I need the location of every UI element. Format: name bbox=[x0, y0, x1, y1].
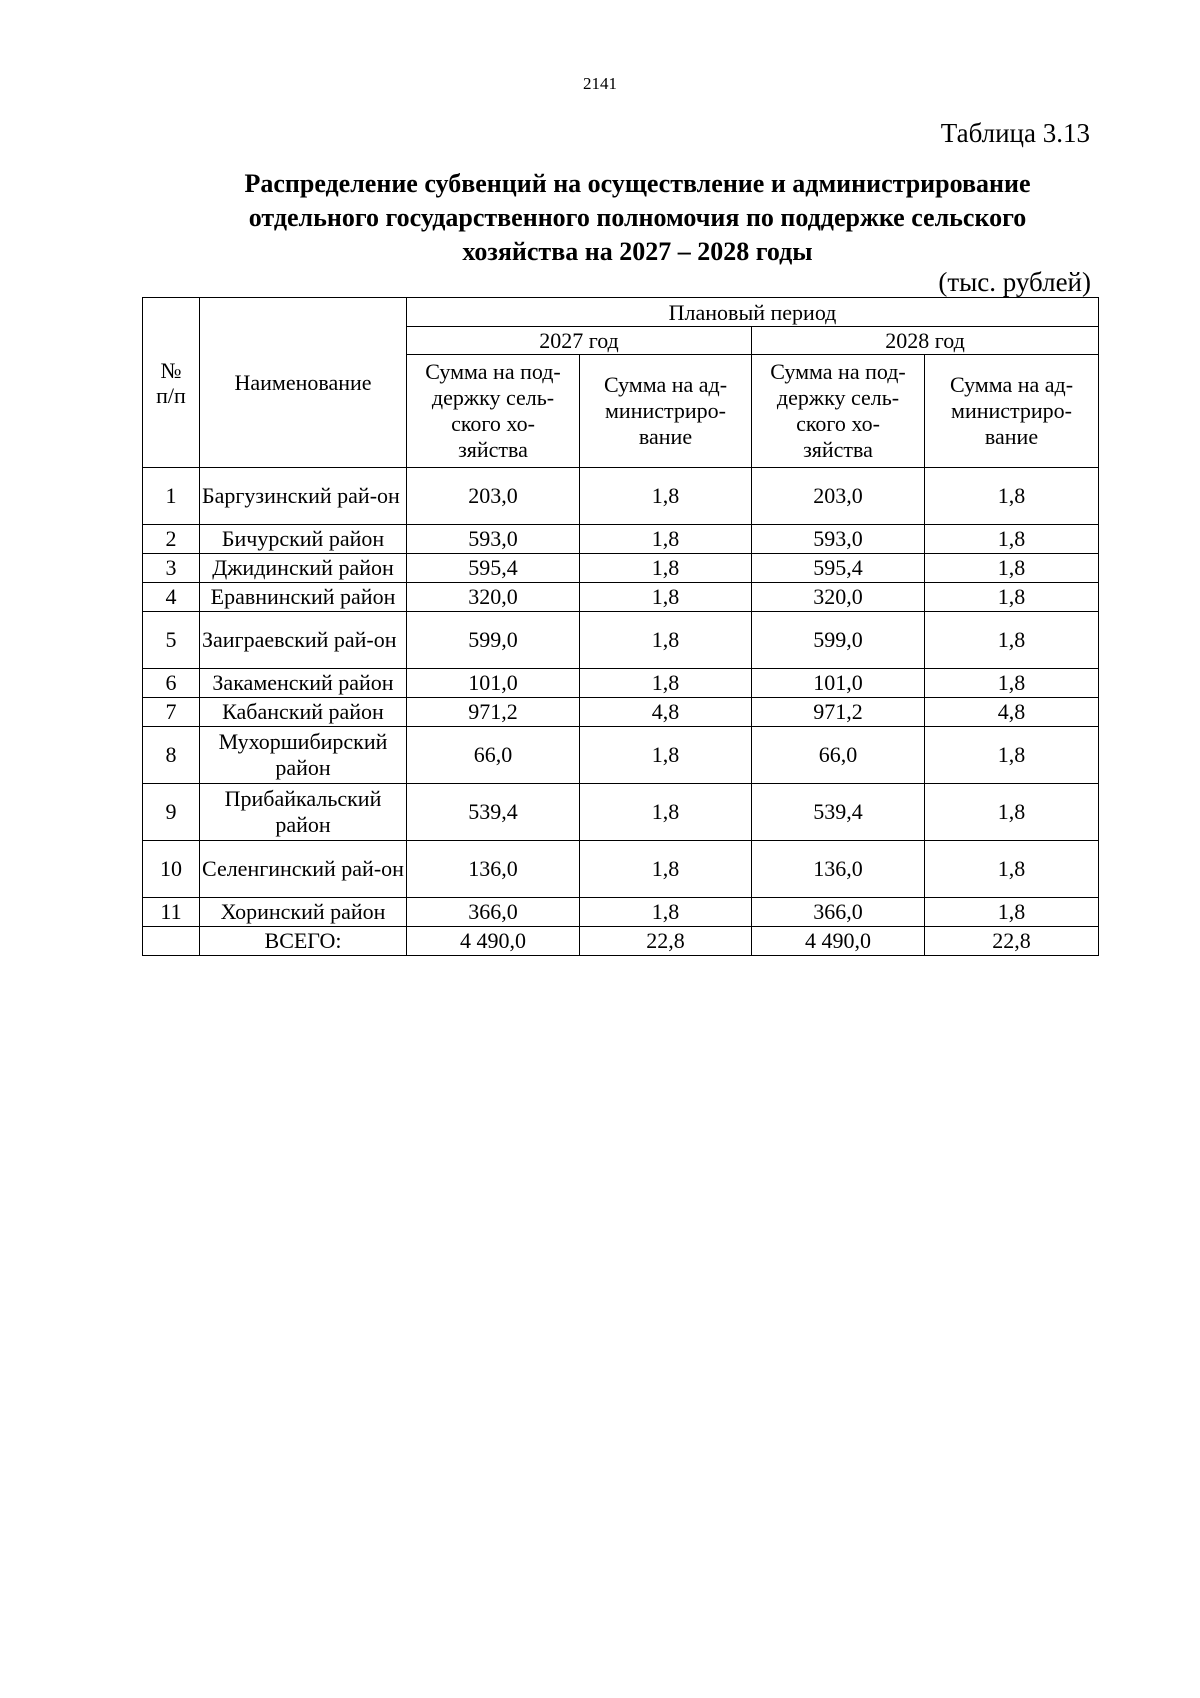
row-name: Заиграевский рай-он bbox=[200, 612, 407, 669]
admin-2027: 4,8 bbox=[580, 698, 752, 727]
admin-2028: 1,8 bbox=[925, 669, 1099, 698]
support-2028: 101,0 bbox=[752, 669, 925, 698]
support-2028: 593,0 bbox=[752, 525, 925, 554]
admin-2028: 1,8 bbox=[925, 898, 1099, 927]
support-2028: 539,4 bbox=[752, 784, 925, 841]
title-line-2: отдельного государственного полномочия по поддержке сельского bbox=[248, 203, 1027, 232]
support-2027: 366,0 bbox=[407, 898, 580, 927]
support-2027: 593,0 bbox=[407, 525, 580, 554]
header-number: № п/п bbox=[143, 298, 200, 468]
support-2027: 971,2 bbox=[407, 698, 580, 727]
admin-2028: 1,8 bbox=[925, 525, 1099, 554]
row-name: Мухоршибирский район bbox=[200, 727, 407, 784]
table-row bbox=[143, 784, 1099, 841]
support-2027: 66,0 bbox=[407, 727, 580, 784]
support-2028: 971,2 bbox=[752, 698, 925, 727]
table-row bbox=[143, 898, 1099, 927]
admin-2027: 1,8 bbox=[580, 612, 752, 669]
admin-2027: 1,8 bbox=[580, 727, 752, 784]
row-name: Закаменский район bbox=[200, 669, 407, 698]
support-2028: 203,0 bbox=[752, 468, 925, 525]
total-admin-2028: 22,8 bbox=[925, 927, 1099, 956]
support-2028: 320,0 bbox=[752, 583, 925, 612]
admin-2028: 1,8 bbox=[925, 468, 1099, 525]
total-label: ВСЕГО: bbox=[200, 927, 407, 956]
support-2027: 136,0 bbox=[407, 841, 580, 898]
row-name: Баргузинский рай-он bbox=[200, 468, 407, 525]
support-2027: 320,0 bbox=[407, 583, 580, 612]
support-2028: 366,0 bbox=[752, 898, 925, 927]
support-2027: 595,4 bbox=[407, 554, 580, 583]
title-line-1: Распределение субвенций на осуществление и администрирование bbox=[244, 169, 1031, 198]
admin-2027: 1,8 bbox=[580, 468, 752, 525]
row-name: Бичурский район bbox=[200, 525, 407, 554]
row-number: 2 bbox=[143, 525, 200, 554]
admin-2028: 1,8 bbox=[925, 612, 1099, 669]
header-planned-period: Плановый период bbox=[407, 298, 1099, 327]
total-admin-2027: 22,8 bbox=[580, 927, 752, 956]
table-total-row bbox=[143, 927, 1099, 956]
header-admin-2027: Сумма на ад- министриро- вание bbox=[580, 355, 752, 468]
header-year-2028: 2028 год bbox=[752, 327, 1099, 355]
subvention-table bbox=[142, 297, 1099, 956]
row-name: Джидинский район bbox=[200, 554, 407, 583]
admin-2028: 1,8 bbox=[925, 784, 1099, 841]
document-title bbox=[195, 167, 1080, 269]
admin-2027: 1,8 bbox=[580, 554, 752, 583]
header-name: Наименование bbox=[200, 298, 407, 468]
support-2028: 136,0 bbox=[752, 841, 925, 898]
row-name: Селенгинский рай-он bbox=[200, 841, 407, 898]
admin-2027: 1,8 bbox=[580, 583, 752, 612]
row-name: Хоринский район bbox=[200, 898, 407, 927]
admin-2027: 1,8 bbox=[580, 525, 752, 554]
admin-2028: 1,8 bbox=[925, 583, 1099, 612]
row-number: 4 bbox=[143, 583, 200, 612]
row-name: Еравнинский район bbox=[200, 583, 407, 612]
support-2027: 101,0 bbox=[407, 669, 580, 698]
row-number: 3 bbox=[143, 554, 200, 583]
admin-2027: 1,8 bbox=[580, 669, 752, 698]
table-row bbox=[143, 554, 1099, 583]
row-name: Кабанский район bbox=[200, 698, 407, 727]
table-row bbox=[143, 669, 1099, 698]
header-year-2027: 2027 год bbox=[407, 327, 752, 355]
admin-2028: 1,8 bbox=[925, 554, 1099, 583]
total-support-2027: 4 490,0 bbox=[407, 927, 580, 956]
admin-2028: 1,8 bbox=[925, 841, 1099, 898]
support-2028: 66,0 bbox=[752, 727, 925, 784]
row-name: Прибайкальский район bbox=[200, 784, 407, 841]
support-2027: 203,0 bbox=[407, 468, 580, 525]
row-number: 7 bbox=[143, 698, 200, 727]
admin-2027: 1,8 bbox=[580, 784, 752, 841]
row-number: 11 bbox=[143, 898, 200, 927]
header-support-2027: Сумма на под- держку сель- ского хо- зяйства bbox=[407, 355, 580, 468]
table-row bbox=[143, 525, 1099, 554]
support-2028: 599,0 bbox=[752, 612, 925, 669]
table-row bbox=[143, 612, 1099, 669]
support-2028: 595,4 bbox=[752, 554, 925, 583]
row-number: 9 bbox=[143, 784, 200, 841]
title-line-3: хозяйства на 2027 – 2028 годы bbox=[462, 237, 813, 266]
admin-2027: 1,8 bbox=[580, 898, 752, 927]
row-number: 5 bbox=[143, 612, 200, 669]
admin-2027: 1,8 bbox=[580, 841, 752, 898]
support-2027: 599,0 bbox=[407, 612, 580, 669]
row-number: 8 bbox=[143, 727, 200, 784]
table-row bbox=[143, 583, 1099, 612]
total-support-2028: 4 490,0 bbox=[752, 927, 925, 956]
row-number: 10 bbox=[143, 841, 200, 898]
header-support-2028: Сумма на под- держку сель- ского хо- зяйства bbox=[752, 355, 925, 468]
table-label: Таблица 3.13 bbox=[940, 118, 1090, 148]
support-2027: 539,4 bbox=[407, 784, 580, 841]
row-number: 1 bbox=[143, 468, 200, 525]
units-label: (тыс. рублей) bbox=[938, 267, 1091, 297]
row-number: 6 bbox=[143, 669, 200, 698]
total-number-cell bbox=[143, 927, 200, 956]
page-number: 2141 bbox=[583, 74, 617, 93]
table-row bbox=[143, 468, 1099, 525]
header-admin-2028: Сумма на ад- министриро- вание bbox=[925, 355, 1099, 468]
admin-2028: 1,8 bbox=[925, 727, 1099, 784]
table-row bbox=[143, 841, 1099, 898]
table-row bbox=[143, 727, 1099, 784]
table-row bbox=[143, 698, 1099, 727]
admin-2028: 4,8 bbox=[925, 698, 1099, 727]
